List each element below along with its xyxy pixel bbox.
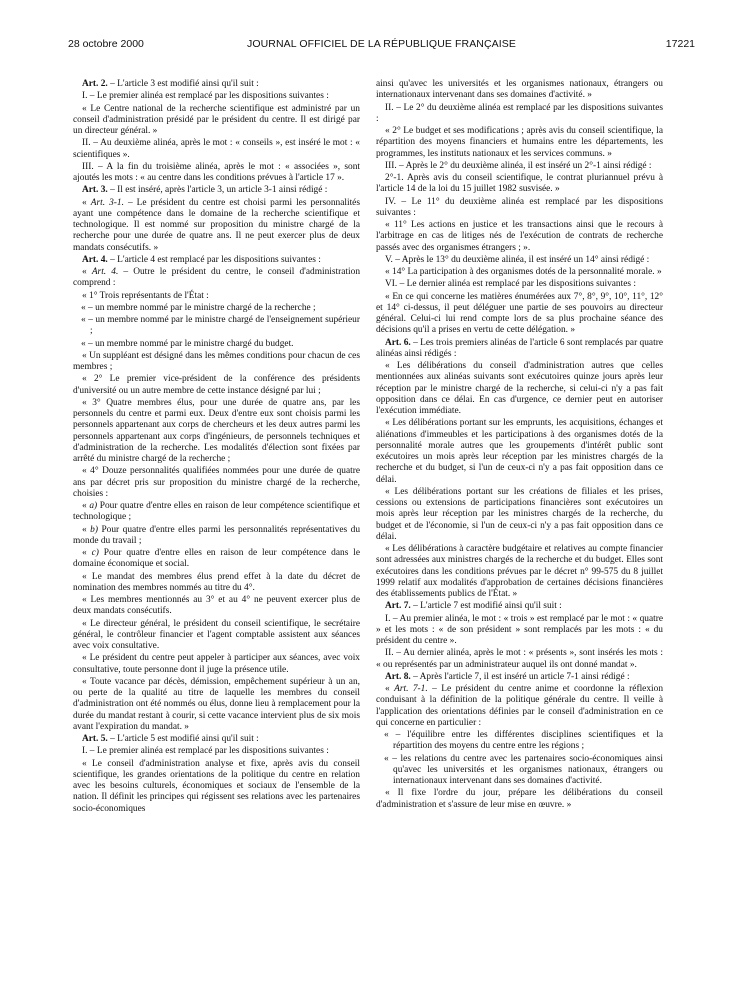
article-heading xyxy=(376,672,663,683)
paragraph xyxy=(376,279,663,290)
left-column xyxy=(73,79,360,816)
paragraph-text: « 3° Quatre membres élus, pour une durée de quatre ans, par les personnels du centre et parmi eux. Deux d'entre eux sont choisis parmi les personnels appartenant aux corps de chercheurs et les deux autres parmi les personnels appartenant aux corps d'ingénieurs, de personnels techniques et d'administration de la recherche. Les modalités d'élection sont fixées par arrêté du ministre chargé de la recherche ; xyxy=(73,397,360,464)
paragraph xyxy=(73,374,360,397)
paragraph-text: « 14° La participation à des organismes dotés de la personnalité morale. » xyxy=(385,267,662,277)
article-heading xyxy=(376,601,663,612)
paragraph xyxy=(73,653,360,676)
paragraph-text: Pour quatre d'entre elles en raison de leur compétence scientifique et technologique ; xyxy=(73,501,360,523)
paragraph-text: « – les relations du centre avec les partenaires socio-économiques ainsi qu'avec les universités et les organismes nationaux, étrangers ou internationaux intervenant dans ses domaines d'activité. xyxy=(384,753,663,786)
paragraph-text: Pour quatre d'entre elles en raison de leur compétence dans le domaine économique et social. xyxy=(73,548,360,570)
paragraph-text: – Outre le président du centre, le conseil d'administration comprend : xyxy=(73,267,361,289)
article-label: Art. 7. xyxy=(385,601,411,612)
list-item xyxy=(73,315,360,338)
paragraph-text: « Il fixe l'ordre du jour, prépare les délibérations du conseil d'administration et s'assure de leur mise en œuvre. » xyxy=(376,788,663,810)
article-text: – Il est inséré, après l'article 3, un article 3-1 ainsi rédigé : xyxy=(107,185,328,196)
article-label: Art. 3. xyxy=(82,185,108,196)
lettered-item xyxy=(73,525,360,548)
paragraph xyxy=(73,162,360,185)
paragraph xyxy=(73,291,360,302)
article-label: Art. 5. xyxy=(82,734,108,744)
paragraph xyxy=(73,138,360,161)
quote-mark: « xyxy=(82,548,92,558)
paragraph-text: – Le président du centre anime et coordonne la réflexion conduisant à la définition de la politique générale du centre. Il veille à l'application des orientations définies par le conseil d'administration en ce qui concerne en particulier : xyxy=(376,684,664,728)
paragraph xyxy=(376,292,663,337)
article-heading xyxy=(73,734,360,745)
paragraph xyxy=(376,103,663,126)
paragraph-text: « Toute vacance par décès, démission, empêchement supérieur à un an, ou perte de la qualité au titre de laquelle les membres du conseil d'administration ont été nommés ou élus, donne lieu à remplacement pour la durée du mandat restant à courir, si cette vacance intervient plus de six mois avant l'expiration du mandat. » xyxy=(73,676,360,732)
article-text: – L'article 4 est remplacé par les dispositions suivantes : xyxy=(107,254,321,265)
paragraph-text: « 1° Trois représentants de l'État : xyxy=(82,290,209,301)
paragraph-text: « Les délibérations portant sur les créations de filiales et les prises, cessions ou extensions de participations financières sont exécutoires un mois après leur réception par les ministres chargés de la recherche, du budget et de l'économie, si l'un de ceux-ci n'y a pas fait opposition dans ce délai. xyxy=(376,486,663,542)
paragraph xyxy=(376,544,663,600)
article-heading xyxy=(73,255,360,266)
paragraph-text: « 2° Le budget et ses modifications ; après avis du conseil scientifique, la répartition des moyens financiers et humains entre les départements, les programmes, les instituts nationaux et les services communs. » xyxy=(376,126,663,159)
paragraph xyxy=(73,104,360,138)
paragraph xyxy=(376,487,663,543)
paragraph-text: « 11° Les actions en justice et les transactions ainsi que le recours à l'arbitrage en cas de litiges nés de l'exécution de contrats de recherche passés avec des organismes étrangers ; ». xyxy=(376,220,663,253)
paragraph-text: « Un suppléant est désigné dans les mêmes conditions pour chacun de ces membres ; xyxy=(73,350,360,372)
paragraph-text: « – un membre nommé par le ministre chargé du budget. xyxy=(81,338,294,349)
article-quote: « Art. 4. – Outre le président du centre, le conseil d'administration comprend : xyxy=(73,267,361,289)
paragraph-text: II. – Le 2° du deuxième alinéa est remplacé par les dispositions suivantes : xyxy=(376,102,663,124)
paragraph xyxy=(73,572,360,595)
paragraph-text: « – un membre nommé par le ministre chargé de l'enseignement supérieur ; xyxy=(81,315,360,337)
paragraph-text: I. – Le premier alinéa est remplacé par les dispositions suivantes : xyxy=(82,746,329,757)
paragraph-text: 2°-1. Après avis du conseil scientifique, le contrat pluriannuel prévu à l'article 14 de la loi du 15 juillet 1982 susvisée. » xyxy=(376,173,663,195)
paragraph xyxy=(73,677,360,733)
article-heading xyxy=(376,338,663,361)
paragraph-text: Pour quatre d'entre elles parmi les personnalités représentatives du monde du travail ; xyxy=(73,524,361,546)
list-item xyxy=(73,339,360,350)
paragraph-text: « 2° Le premier vice-président de la conférence des présidents d'université ou un autre membre de cette instance désigné par lui ; xyxy=(73,374,360,396)
list-item xyxy=(376,754,663,788)
paragraph xyxy=(376,161,663,172)
paragraph-text: I. – Le premier alinéa est remplacé par les dispositions suivantes : xyxy=(82,91,329,102)
article-label: Art. 4. xyxy=(82,254,108,265)
paragraph xyxy=(376,418,663,486)
paragraph-text: III. – Après le 2° du deuxième alinéa, il est inséré un 2°-1 ainsi rédigé : xyxy=(385,160,652,171)
paragraph-text: ainsi qu'avec les universités et les organismes nationaux, étrangers ou internationaux intervenant dans ses domaines d'activité. » xyxy=(376,79,663,101)
header-date: 28 octobre 2000 xyxy=(68,38,144,50)
lettered-item xyxy=(73,501,360,524)
paragraph xyxy=(376,79,663,102)
paragraph-text: VI. – Le dernier alinéa est remplacé par les dispositions suivantes : xyxy=(385,279,636,290)
quote-mark: « xyxy=(82,524,91,535)
item-letter: c) xyxy=(91,548,99,558)
paragraph-text: I. – Au premier alinéa, le mot : « trois » est remplacé par le mot : « quatre » et les mots : « de son président » sont remplacés par les mots : « du président du centre ». xyxy=(376,613,663,646)
article-text: – L'article 3 est modifié ainsi qu'il suit : xyxy=(107,79,259,89)
article-label: Art. 6. xyxy=(385,337,411,348)
list-item xyxy=(376,730,663,753)
paragraph-text: « Les délibérations portant sur les emprunts, les acquisitions, échanges et aliénations d'immeubles et les participations à des organismes dotés de la personnalité morale autres que les groupements d'intérêt public sont exécutoires un mois après leur réception par les ministres chargés de la recherche et du budget, si l'un de ceux-ci n'y a pas fait opposition dans ce délai. xyxy=(376,418,663,485)
paragraph xyxy=(376,255,663,266)
paragraph-text: « – un membre nommé par le ministre chargé de la recherche ; xyxy=(81,302,316,313)
paragraph xyxy=(376,614,663,648)
paragraph xyxy=(376,361,663,417)
journal-title: JOURNAL OFFICIEL DE LA RÉPUBLIQUE FRANÇAISE xyxy=(247,38,516,50)
paragraph xyxy=(73,466,360,500)
item-letter: b) xyxy=(90,524,98,535)
paragraph-text: « En ce qui concerne les matières énumérées aux 7°, 8°, 9°, 10°, 11°, 12° et 14° ci-dessus, il peut déléguer une partie de ses pouvoirs au directeur général. Celui-ci lui rend compte lors de sa plus prochaine séance des décisions qu'il a prises en vertu de cette délégation. » xyxy=(376,291,663,336)
lettered-item xyxy=(73,548,360,571)
paragraph-text: « Le Centre national de la recherche scientifique est administré par un conseil d'administration présidé par le président du centre. Il est dirigé par un directeur général. » xyxy=(73,103,360,136)
paragraph-text: « Le directeur général, le président du conseil scientifique, le secrétaire général, le contrôleur financier et l'agent comptable assistent aux séances avec voix consultative. xyxy=(73,618,360,651)
paragraph xyxy=(73,398,360,466)
paragraph-text: « Les délibérations à caractère budgétaire et relatives au compte financier sont adressées aux ministres chargés de la recherche et du budget. Elles sont exécutoires dans les conditions prévues par le décret n° 99-575 du 8 juillet 1999 relatif aux modalités d'approbation de certaines décisions financières des établissements publics de l'État. » xyxy=(376,544,663,599)
paragraph xyxy=(376,197,663,220)
paragraph xyxy=(73,746,360,757)
article-text: – Après l'article 7, il est inséré un article 7-1 ainsi rédigé : xyxy=(410,671,630,682)
paragraph xyxy=(376,126,663,160)
page-number: 17221 xyxy=(665,38,695,50)
paragraph xyxy=(376,788,663,811)
article-label: Art. 2. xyxy=(82,79,108,89)
paragraph xyxy=(73,619,360,653)
item-letter: a) xyxy=(89,501,98,511)
article-text: – L'article 7 est modifié ainsi qu'il suit : xyxy=(410,601,562,612)
paragraph-text: « 4° Douze personnalités qualifiées nommées pour une durée de quatre ans par décret pris sur proposition du ministre chargé de la recherche, choisies : xyxy=(73,466,360,499)
article-label: Art. 4. xyxy=(91,267,119,277)
paragraph xyxy=(376,267,663,278)
paragraph-text: – Le président du centre est choisi parmi les personnalités ayant une compétence dans le domaine de la recherche scientifique et technologique. Il est nommé sur proposition du ministre chargé de la recherche pour une durée de quatre ans. Il ne peut exercer plus de deux mandats consécutifs. » xyxy=(73,197,360,253)
paragraph xyxy=(376,220,663,254)
paragraph-text: « Les délibérations du conseil d'administration autres que celles mentionnées aux alinéas suivants sont exécutoires quinze jours après leur réception par le ministre chargé de la recherche, si celui-ci n'y a pas fait opposition dans ce délai. En cas d'urgence, ce dernier peut en autoriser l'exécution immédiate. xyxy=(376,361,663,416)
paragraph xyxy=(73,595,360,618)
article-text: – L'article 5 est modifié ainsi qu'il suit : xyxy=(107,734,259,744)
right-column xyxy=(376,79,663,812)
paragraph-text: IV. – Le 11° du deuxième alinéa est remplacé par les dispositions suivantes : xyxy=(376,196,663,218)
page-header xyxy=(68,38,695,54)
paragraph xyxy=(376,173,663,196)
article-label: Art. 8. xyxy=(385,671,411,682)
article-label: Art. 7-1. xyxy=(394,684,428,694)
article-label: Art. 3-1. xyxy=(90,197,124,208)
article-quote: « Art. 3-1. – Le président du centre est choisi parmi les personnalités ayant une compétence dans le domaine de la recherche scientifique et technologique. Il est nommé sur proposition du ministre chargé de la recherche pour une durée de quatre ans. Il ne peut exercer plus de deux mandats consécutifs. » xyxy=(73,197,360,253)
paragraph xyxy=(376,648,663,671)
article-quote: « Art. 7-1. – Le président du centre anime et coordonne la réflexion conduisant à la définition de la politique générale du centre. Il veille à l'application des orientations définies par le conseil d'administration en ce qui concerne en particulier : xyxy=(376,684,664,728)
paragraph-text: « Le conseil d'administration analyse et fixe, après avis du conseil scientifique, les grandes orientations de la politique du centre en relation avec les besoins culturels, économiques et sociaux de l'ensemble de la nation. Il définit les principes qui régissent ses relations avec les partenaires socio-économiques xyxy=(73,758,360,814)
list-item xyxy=(73,303,360,314)
paragraph-text: III. – A la fin du troisième alinéa, après le mot : « associées », sont ajoutés les mots : « au centre dans les conditions prévues à l'article 17 ». xyxy=(73,161,360,183)
paragraph-text: « Le président du centre peut appeler à participer aux séances, avec voix consultative, toute personne dont il juge la présence utile. xyxy=(73,653,360,675)
paragraph xyxy=(73,351,360,374)
paragraph-text: II. – Au deuxième alinéa, après le mot : « conseils », est inséré le mot : « scientifiques ». xyxy=(73,138,360,160)
article-text: – Les trois premiers alinéas de l'article 6 sont remplacés par quatre alinéas ainsi rédigés : xyxy=(376,337,663,359)
paragraph xyxy=(73,91,360,102)
paragraph xyxy=(73,759,360,815)
article-heading xyxy=(73,79,360,90)
paragraph-text: « Le mandat des membres élus prend effet à la date du décret de nomination des membres nommés au titre du 4°. xyxy=(73,571,360,593)
paragraph-text: « – l'équilibre entre les différentes disciplines scientifiques et la répartition des moyens du centre entre les régions ; xyxy=(384,730,663,752)
paragraph-text: II. – Au dernier alinéa, après le mot : « présents », sont insérés les mots : « ou représentés par un administrateur auquel ils ont donné mandat ». xyxy=(376,648,663,670)
paragraph-text: « Les membres mentionnés au 3° et au 4° ne peuvent exercer plus de deux mandats consécutifs. xyxy=(73,595,360,617)
article-heading xyxy=(73,185,360,196)
quote-mark: « xyxy=(82,501,90,511)
paragraph-text: V. – Après le 13° du deuxième alinéa, il est inséré un 14° ainsi rédigé : xyxy=(385,254,650,265)
